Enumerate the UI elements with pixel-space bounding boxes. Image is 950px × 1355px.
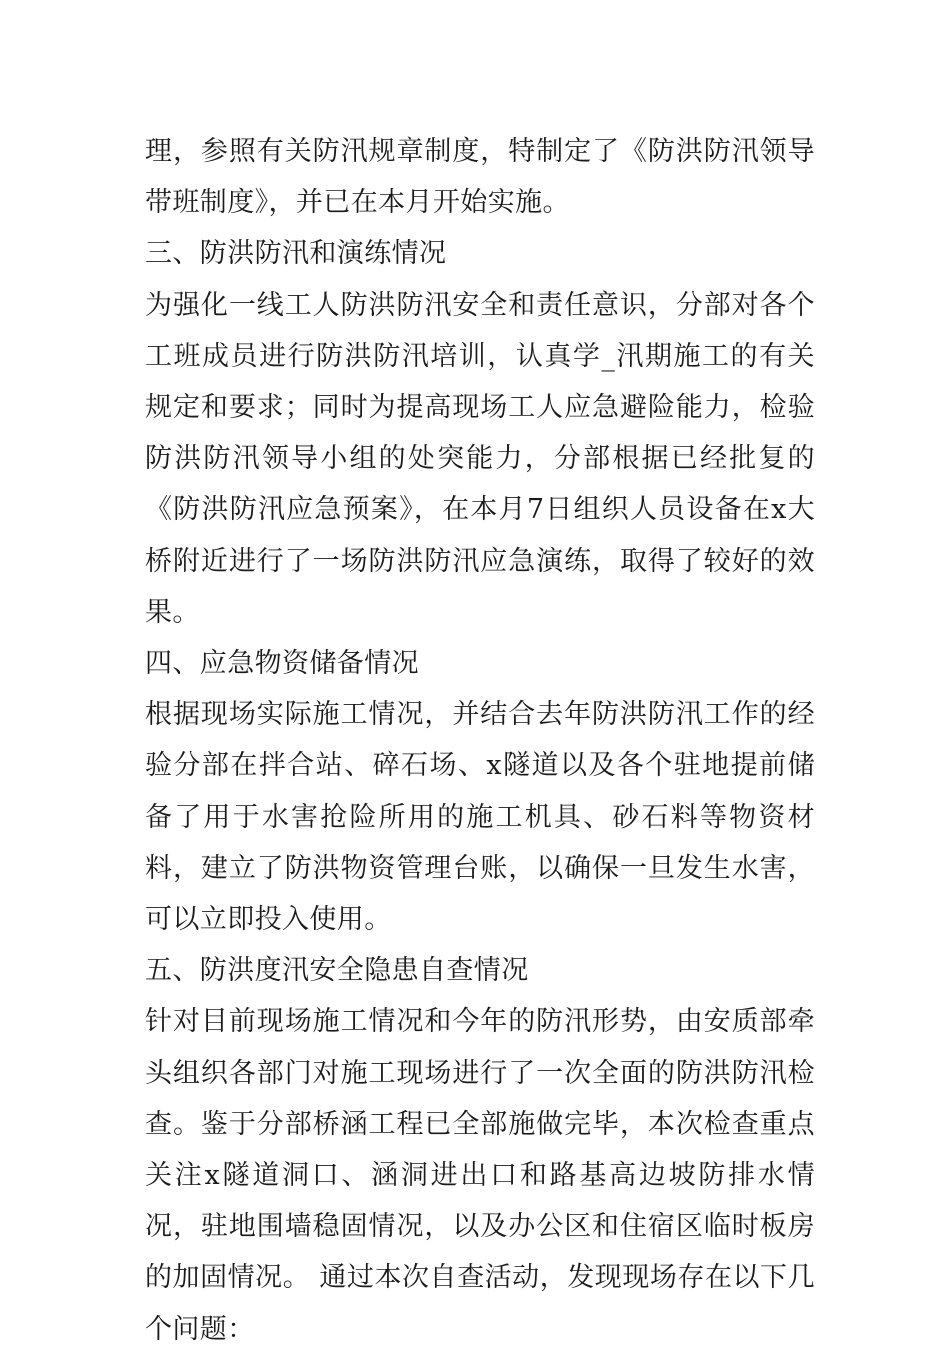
paragraph-leadership-system: 理，参照有关防汛规章制度，特制定了《防洪防汛领导带班制度》，并已在本月开始实施。: [145, 136, 815, 219]
document-body: [145, 126, 815, 1355]
section-heading-supplies: 四、应急物资储备情况: [145, 648, 419, 680]
section-heading-self-inspection: 五、防洪度汛安全隐患自查情况: [145, 955, 529, 987]
paragraph-drills: 为强化一线工人防洪防汛安全和责任意识，分部对各个工班成员进行防洪防汛培训，认真学_汛期施工的有关规定和要求；同时为提高现场工人应急避险能力，检验防洪防汛领导小组的处突能力，分部根据已经批复的《防洪防汛应急预案》，在本月7日组织人员设备在x大桥附近进行了一场防洪防汛应急演练，取得了较好的效果。: [145, 289, 815, 628]
paragraph-supplies: 根据现场实际施工情况，并结合去年防洪防汛工作的经验分部在拌合站、碎石场、x隧道以及各个驻地提前储备了用于水害抢险所用的施工机具、砂石料等物资材料，建立了防洪物资管理台账，以确保一旦发生水害，可以立即投入使用。: [145, 699, 815, 936]
paragraph-self-inspection: 针对目前现场施工情况和今年的防汛形势，由安质部牵头组织各部门对施工现场进行了一次全面的防洪防汛检查。鉴于分部桥涵工程已全部施做完毕，本次检查重点关注x隧道洞口、涵洞进出口和路基高边坡防排水情况，驻地围墙稳固情况，以及办公区和住宿区临时板房的加固情况。 通过本次自查活动，发现现场存在以下几个问题：: [145, 1006, 815, 1345]
section-heading-drills: 三、防洪防汛和演练情况: [145, 238, 447, 270]
